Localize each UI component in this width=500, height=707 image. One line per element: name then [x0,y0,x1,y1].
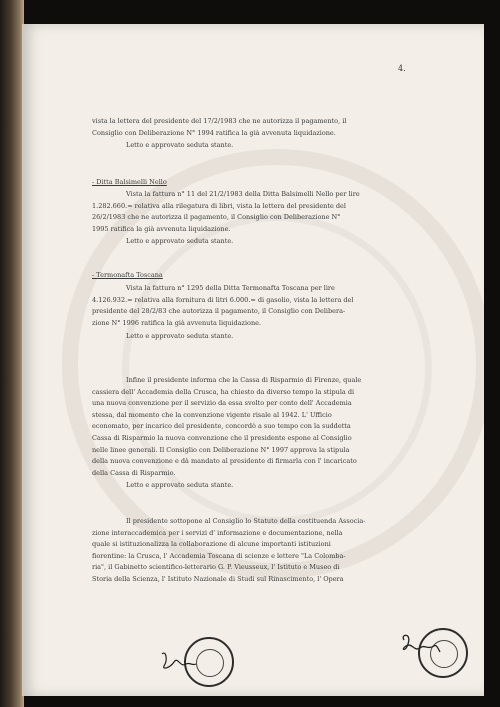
text-line: ria", il Gabinetto scientifico-letterario G. P. Vieusseux, l' Istituto e Museo di [92,563,340,572]
text-line: Letto e approvato seduta stante. [126,141,234,149]
text-line: - Ditta Balsimelli Nello [92,178,167,186]
text-line: economato, per incarico del presidente, concordò a suo tempo con la suddetta [92,422,351,431]
text-line: Vista la fattura n° 1295 della Ditta Termonafta Toscana per lire [126,284,335,292]
text-line: della nuova convenzione e dà mandato al presidente di firmarla con l' incaricato [92,457,357,466]
text-line: 4.126.932.= relativa alla fornitura di litri 6.000.= di gasolio, vista la lettera del [92,295,354,304]
text-line: presidente del 28/2/83 che autorizza il pagamento, il Consiglio con Delibera- [92,307,346,316]
text-line: zione N° 1996 ratifica la già avvenuta liquidazione. [92,318,262,327]
text-line: Vista la fattura n° 11 del 21/2/1983 della Ditta Balsimelli Nello per lire [126,190,360,198]
approval-line-4 [92,480,414,492]
approval-line-2 [92,236,414,248]
approval-line-1 [92,140,414,152]
text-line: Letto e approvato seduta stante. [126,332,234,340]
text-line: 26/2/1983 che ne autorizza il pagamento, il Consiglio con Deliberazione N° [92,213,341,222]
signature-right [398,630,442,664]
text-line: della Cassa di Risparmio. [92,468,176,477]
text-line: Consiglio con Deliberazione N° 1994 ratifica la già avvenuta liquidazione. [92,128,336,137]
text-line: cassiera dell' Accademia della Crusca, ha chiesto da diverso tempo la stipula di [92,387,355,396]
heading-balsimelli [92,177,414,189]
binding-shadow [0,0,24,707]
text-line: 1995 ratifica la già avvenuta liquidazione. [92,224,231,233]
text-line: zione interaccademica per i servizi d' informazione e documentazione, nella [92,528,343,537]
text-line: quale si istituzionalizza la collaborazione di alcune importanti istituzioni [92,540,331,549]
text-line: Infine il presidente informa che la Cassa di Risparmio di Firenze, quale [126,376,362,384]
text-line: nelle linee generali. Il Consiglio con Deliberazione N° 1997 approva la stipula [92,445,350,454]
text-line: stessa, dal momento che la convenzione vigente risale al 1942. L' Ufficio [92,410,332,419]
approval-line-3 [92,331,414,343]
heading-termonafta [92,270,414,282]
text-line: Il presidente sottopone al Consiglio lo Statuto della costituenda Associa- [126,517,366,525]
text-line: - Termonafta Toscana [92,271,163,279]
text-line: 1.282.660.= relativa alla rilegatura di libri, vista la lettera del presidente del [92,201,346,210]
text-line: vista la lettera del presidente del 17/2/1983 che ne autorizza il pagamento, il [92,117,347,125]
text-line: fiorentine: la Crusca, l' Accademia Toscana di scienze e lettere "La Colomba- [92,551,346,560]
text-line: Cassa di Risparmio la nuova convenzione che il presidente espone al Consiglio [92,433,352,442]
text-line: Letto e approvato seduta stante. [126,481,234,489]
page-number: 4. [398,64,406,73]
paragraph-statuto [92,516,414,586]
paragraph-1 [92,116,414,139]
paragraph-termonafta [92,283,414,329]
paragraph-balsimelli [92,189,414,235]
paragraph-cassa [92,375,414,479]
text-line: Letto e approvato seduta stante. [126,237,234,245]
signature-left [158,648,198,674]
text-line: una nuova convenzione per il servizio da essa svolto per conto dell' Accademia [92,399,352,408]
text-line: Storia della Scienza, l' Istituto Nazionale di Studi sul Rinascimento, l' Opera [92,574,344,583]
